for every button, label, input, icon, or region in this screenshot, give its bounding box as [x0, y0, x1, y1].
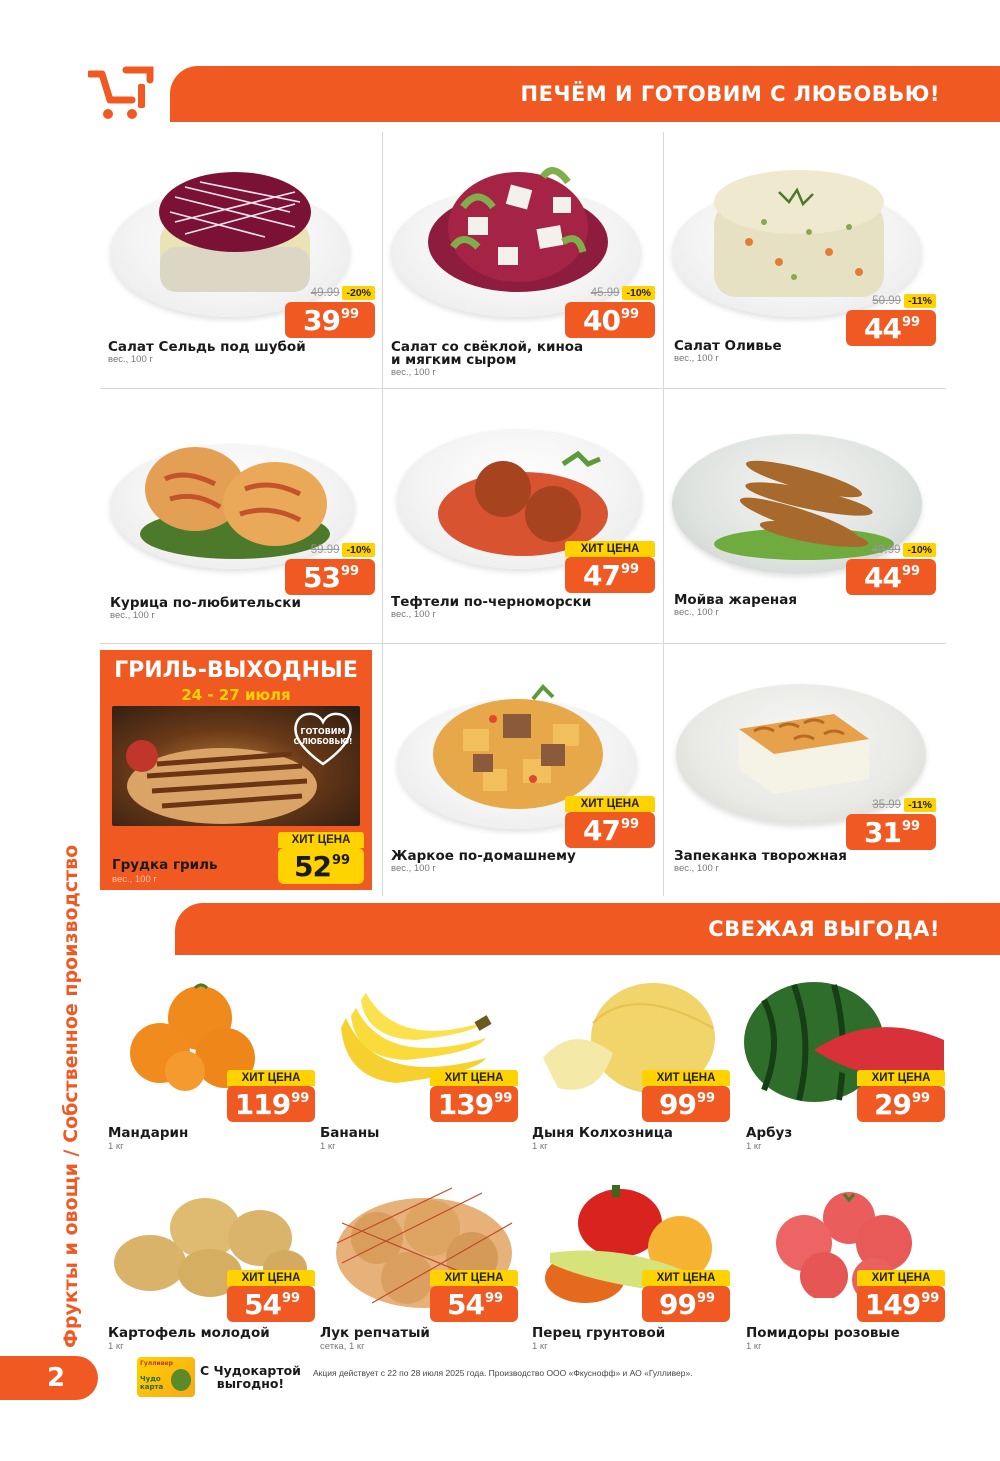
price-tag	[846, 292, 936, 346]
product-unit: 1 кг	[746, 1141, 762, 1152]
old-price: 49.99	[871, 544, 901, 556]
product-unit: 1 кг	[746, 1341, 762, 1352]
price-rubles: 119	[234, 1088, 291, 1121]
price-tag	[227, 1270, 315, 1322]
hit-price-badge: ХИТ ЦЕНА	[278, 832, 364, 848]
product-unit: вес., 100 г	[674, 607, 719, 618]
product-card[interactable]	[100, 389, 382, 644]
product-card[interactable]	[530, 978, 745, 1168]
card-label-line1: С Чудокартой	[200, 1363, 301, 1378]
product-card[interactable]	[383, 644, 665, 899]
discount-badge: -20%	[342, 286, 375, 300]
price-rubles: 139	[437, 1088, 494, 1121]
price-tag	[857, 1270, 945, 1322]
product-name: Салат Оливье	[674, 338, 782, 354]
product-card[interactable]	[383, 132, 665, 387]
price-tag	[285, 284, 375, 338]
hit-price-badge: ХИТ ЦЕНА	[430, 1270, 518, 1286]
hit-price-badge: ХИТ ЦЕНА	[642, 1270, 730, 1286]
price-tag	[846, 541, 936, 595]
product-name: Салат со свёклой, киноа	[391, 339, 584, 355]
product-card[interactable]	[318, 978, 533, 1168]
discount-badge: -10%	[622, 286, 655, 300]
price-tag	[857, 1070, 945, 1122]
product-card[interactable]	[105, 1178, 320, 1368]
product-card[interactable]	[105, 978, 320, 1168]
beet-salad-image	[413, 147, 623, 307]
product-card[interactable]	[664, 132, 946, 387]
product-name: Бананы	[320, 1125, 380, 1141]
price-kopecks: 99	[331, 853, 351, 868]
price-tag	[285, 541, 375, 595]
hit-price-badge: ХИТ ЦЕНА	[565, 796, 655, 812]
herring-salad-image	[155, 152, 315, 302]
price-kopecks: 99	[696, 1091, 716, 1106]
product-name: Салат Сельдь под шубой	[108, 339, 306, 355]
price-kopecks: 99	[620, 307, 640, 322]
price-rubles: 52	[293, 850, 331, 883]
card-brand: Гулливер	[140, 1360, 173, 1367]
price-tag	[227, 1070, 315, 1122]
card-name: Чудо карта	[140, 1375, 164, 1391]
price-kopecks: 99	[911, 1091, 931, 1106]
promo-footnote: Акция действует с 22 по 28 июля 2025 года. Производство ООО «Фкуснофф» и АО «Гулливер».	[313, 1368, 693, 1378]
hit-price-badge: ХИТ ЦЕНА	[430, 1070, 518, 1086]
product-card[interactable]	[383, 389, 665, 644]
hit-price-badge: ХИТ ЦЕНА	[227, 1070, 315, 1086]
product-name: Курица по-любительски	[110, 595, 301, 611]
price-rubles: 53	[302, 561, 340, 594]
old-price: 35.99	[872, 799, 902, 811]
product-unit: вес., 100 г	[674, 863, 719, 874]
product-unit: вес., 100 г	[110, 610, 155, 621]
old-price: 50.99	[872, 295, 902, 307]
price-tag	[846, 796, 936, 850]
product-unit: сетка, 1 кг	[320, 1341, 365, 1352]
price-rubles: 44	[863, 561, 901, 594]
product-card[interactable]	[744, 1178, 959, 1368]
product-unit: 1 кг	[108, 1341, 124, 1352]
product-unit: вес., 100 г	[391, 367, 436, 378]
product-unit: вес., 100 г	[674, 353, 719, 364]
product-name: Мандарин	[108, 1125, 189, 1141]
product-name-line2: и мягким сыром	[391, 352, 517, 368]
price-tag	[642, 1070, 730, 1122]
price-rubles: 44	[863, 312, 901, 345]
card-label-line2: выгодно!	[216, 1376, 285, 1391]
product-unit: 1 кг	[320, 1141, 336, 1152]
product-card[interactable]	[664, 389, 946, 644]
price-kopecks: 99	[696, 1291, 716, 1306]
heart-text-2: С ЛЮБОВЬЮ!	[293, 737, 353, 746]
price-tag	[565, 284, 655, 338]
price-tag	[642, 1270, 730, 1322]
old-price: 45.99	[590, 287, 620, 299]
product-unit: 1 кг	[108, 1141, 124, 1152]
price-tag	[430, 1070, 518, 1122]
loyalty-card-label	[200, 1364, 301, 1390]
price-kopecks: 99	[494, 1091, 513, 1106]
product-card[interactable]	[664, 644, 946, 899]
store-logo-icon	[88, 66, 158, 122]
section-banner-bakery	[170, 66, 1000, 122]
price-rubles: 39	[302, 304, 340, 337]
heart-badge-icon	[290, 710, 356, 766]
price-rubles: 54	[446, 1288, 484, 1321]
product-name: Помидоры розовые	[746, 1325, 900, 1341]
product-card[interactable]	[318, 1178, 533, 1368]
price-rubles: 149	[864, 1288, 921, 1321]
heart-text-1: ГОТОВИМ	[300, 727, 346, 736]
price-rubles: 99	[658, 1288, 696, 1321]
product-name: Картофель молодой	[108, 1325, 270, 1341]
grill-weekend-promo[interactable]	[100, 650, 372, 890]
product-card[interactable]	[100, 132, 382, 387]
price-kopecks: 99	[340, 564, 360, 579]
hit-price-badge: ХИТ ЦЕНА	[565, 541, 655, 557]
loyalty-card-image	[137, 1357, 195, 1397]
price-kopecks: 99	[620, 562, 640, 577]
product-name: Тефтели по-черноморски	[391, 594, 592, 610]
page-number: 2	[0, 1356, 98, 1400]
discount-badge: -11%	[904, 294, 936, 308]
product-unit: вес., 100 г	[391, 609, 436, 620]
price-kopecks: 99	[901, 564, 921, 579]
product-name: Жаркое по-домашнему	[391, 848, 576, 864]
price-rubles: 31	[863, 816, 901, 849]
hit-price-badge: ХИТ ЦЕНА	[857, 1270, 945, 1286]
discount-badge: -10%	[342, 543, 375, 557]
price-kopecks: 99	[901, 819, 921, 834]
product-name: Арбуз	[746, 1125, 793, 1141]
price-rubles: 47	[582, 559, 620, 592]
price-rubles: 47	[582, 814, 620, 847]
price-kopecks: 99	[921, 1291, 940, 1306]
price-kopecks: 99	[291, 1091, 310, 1106]
price-rubles: 40	[582, 304, 620, 337]
price-kopecks: 99	[340, 307, 360, 322]
price-kopecks: 99	[281, 1291, 301, 1306]
old-price: 59.99	[310, 544, 340, 556]
product-unit: 1 кг	[532, 1341, 548, 1352]
product-name: Дыня Колхозница	[532, 1125, 673, 1141]
price-tag	[565, 796, 655, 848]
cottage-casserole-image	[734, 709, 874, 799]
product-name: Перец грунтовой	[532, 1325, 666, 1341]
price-tag	[278, 832, 364, 884]
product-card[interactable]	[530, 1178, 745, 1368]
product-name: Запеканка творожная	[674, 848, 847, 864]
promo-dates: 24 - 27 июля	[181, 686, 291, 704]
price-tag	[565, 541, 655, 593]
product-unit: вес., 100 г	[112, 874, 157, 885]
product-name: Мойва жареная	[674, 592, 797, 608]
price-kopecks: 99	[620, 817, 640, 832]
product-name: Лук репчатый	[320, 1325, 430, 1341]
product-card[interactable]	[744, 978, 959, 1168]
price-rubles: 29	[873, 1088, 911, 1121]
hit-price-badge: ХИТ ЦЕНА	[642, 1070, 730, 1086]
price-tag	[430, 1270, 518, 1322]
banner-title: ПЕЧЁМ И ГОТОВИМ С ЛЮБОВЬЮ!	[520, 82, 940, 106]
price-rubles: 99	[658, 1088, 696, 1121]
category-side-label: Фрукты и овощи / Собственное производство	[60, 844, 82, 1348]
section-banner-fresh	[175, 903, 1000, 955]
product-unit: вес., 100 г	[391, 863, 436, 874]
price-kopecks: 99	[901, 315, 921, 330]
olivier-salad-image	[709, 152, 889, 302]
old-price: 49.99	[310, 287, 340, 299]
discount-badge: -11%	[904, 798, 936, 812]
price-rubles: 54	[243, 1288, 281, 1321]
discount-badge: -10%	[903, 543, 936, 557]
product-unit: 1 кг	[532, 1141, 548, 1152]
banner-title: СВЕЖАЯ ВЫГОДА!	[708, 917, 940, 941]
product-unit: вес., 100 г	[108, 354, 153, 365]
price-kopecks: 99	[484, 1291, 504, 1306]
hit-price-badge: ХИТ ЦЕНА	[227, 1270, 315, 1286]
promo-title: ГРИЛЬ-ВЫХОДНЫЕ	[114, 658, 358, 683]
hit-price-badge: ХИТ ЦЕНА	[857, 1070, 945, 1086]
product-name: Грудка гриль	[112, 857, 218, 873]
grilled-chicken-image	[112, 706, 360, 826]
